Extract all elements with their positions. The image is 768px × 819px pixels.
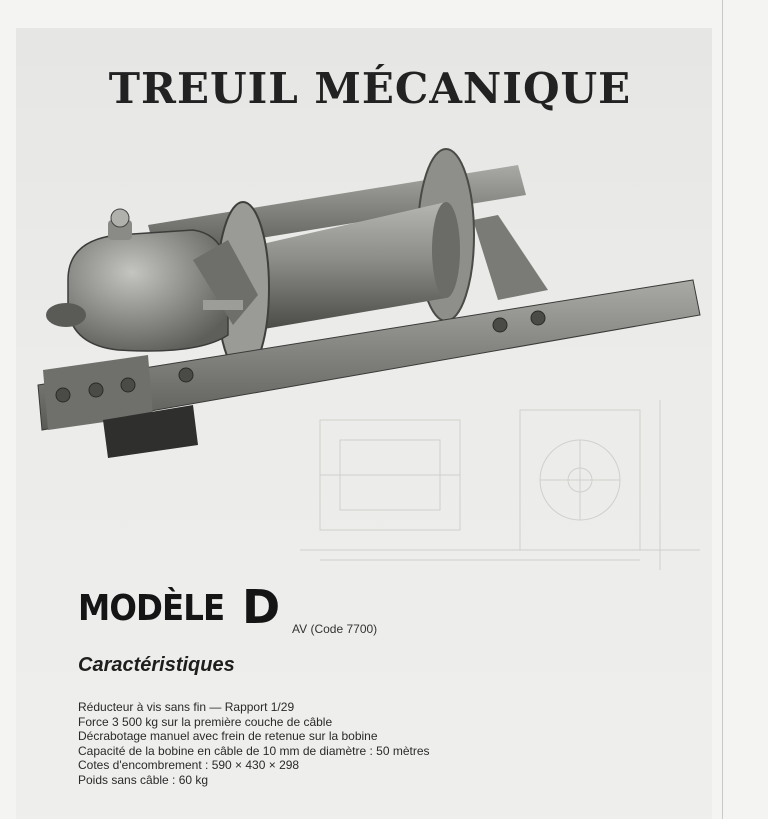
- model-heading: [78, 580, 378, 636]
- page-title: TREUIL MÉCANIQUE: [108, 64, 632, 113]
- section-title: Caractéristiques: [78, 654, 235, 676]
- spec-item: Cotes d'encombrement : 590 × 430 × 298: [78, 758, 300, 773]
- page-edge-divider: [722, 0, 723, 819]
- spec-item: Poids sans câble : 60 kg: [78, 772, 209, 787]
- model-label: MODÈLE: [78, 588, 225, 629]
- spec-item: Force 3 500 kg sur la première couche de câble: [78, 714, 333, 729]
- spec-item: Réducteur à vis sans fin — Rapport 1/29: [78, 700, 295, 714]
- spec-item: Capacité de la bobine en câble de 10 mm de diamètre : 50 mètres: [78, 743, 430, 758]
- winch-photo: [28, 140, 718, 470]
- model-code: AV (Code 7700): [292, 622, 378, 636]
- model-letter: D: [242, 580, 281, 634]
- spec-item: Décrabotage manuel avec frein de retenue sur la bobine: [78, 729, 378, 744]
- spec-list: [78, 700, 430, 788]
